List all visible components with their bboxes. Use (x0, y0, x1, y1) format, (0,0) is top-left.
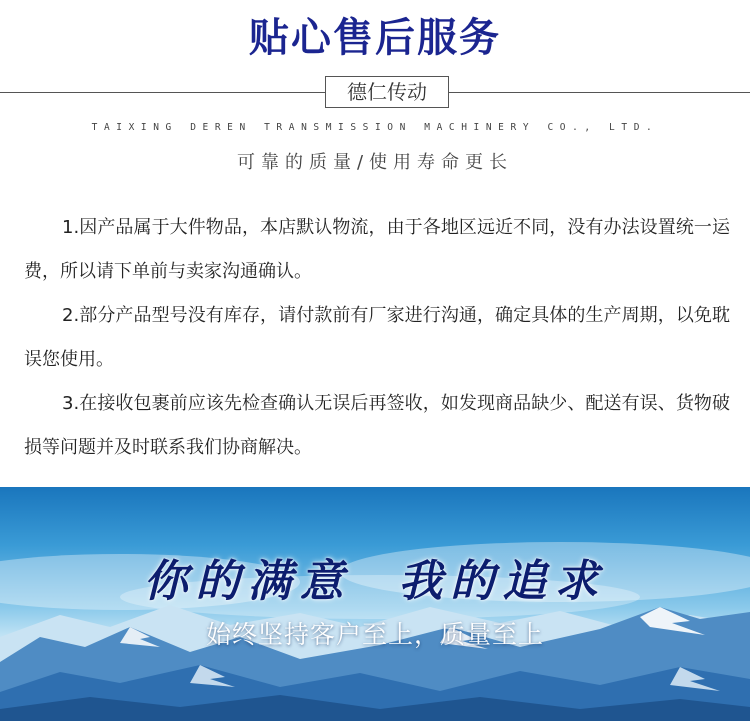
page-title: 贴心售后服务 (249, 15, 501, 61)
notice-item: 1.因产品属于大件物品，本店默认物流，由于各地区远近不同，没有办法设置统一运费，所以请下单前与卖家沟通确认。 (24, 217, 730, 282)
notice-item: 3.在接收包裹前应该先检查确认无误后再签收，如发现商品缺少、配送有误、货物破损等问题并及时联系我们协商解决。 (24, 393, 730, 458)
company-english-name: TAIXING DEREN TRANSMISSION MACHINERY CO., LTD. (91, 122, 659, 133)
notice-list (24, 206, 730, 470)
slogan: 你的满意 我的追求 (143, 556, 607, 607)
sub-slogan: 始终坚持客户至上，质量至上 (205, 620, 544, 649)
brand-label: 德仁传动 (325, 76, 449, 108)
mountain-banner (0, 487, 750, 721)
tagline: 可靠的质量/使用寿命更长 (236, 152, 514, 173)
notice-item: 2.部分产品型号没有库存，请付款前有厂家进行沟通，确定具体的生产周期，以免耽误您使用。 (24, 305, 730, 370)
